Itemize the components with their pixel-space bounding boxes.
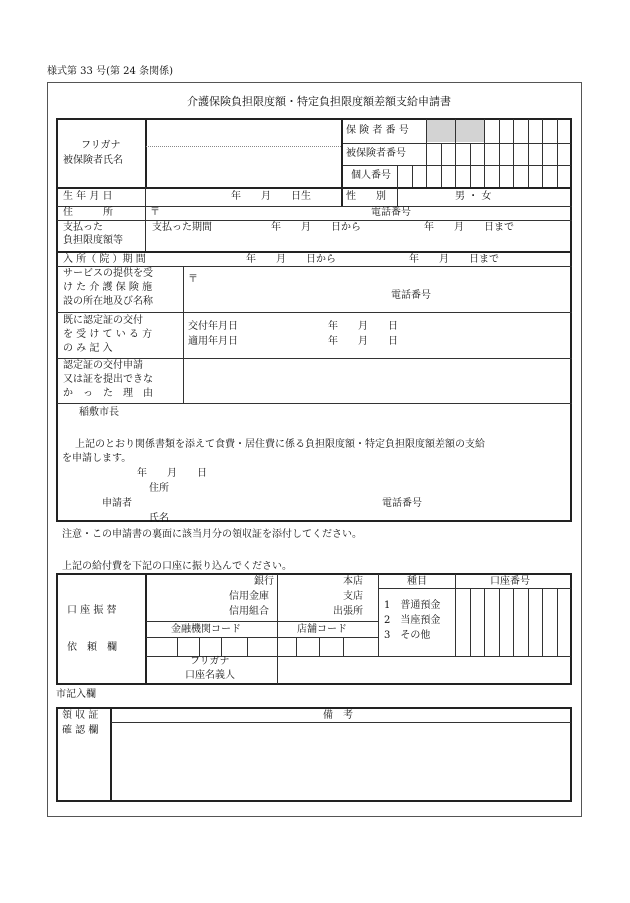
note: 注意・この申請書の裏面に該当月分の領収証を添付してください。 — [62, 529, 362, 540]
bank-type-3: 信用組合 — [229, 606, 269, 617]
form-number: 様式第 33 号(第 24 条関係) — [47, 66, 173, 77]
branch-type-1: 本店 — [343, 576, 363, 587]
branch-type-2: 支店 — [343, 591, 363, 602]
form-title: 介護保険負担限度額・特定負担限度額差額支給申請書 — [187, 95, 451, 108]
account-number-header: 口座番号 — [490, 576, 530, 587]
transfer-intro: 上記の給付費を下記の口座に振り込んでください。 — [62, 561, 292, 572]
account-type-option-3: 3 その他 — [384, 630, 431, 641]
sex-label: 性 別 — [346, 191, 386, 202]
application-date: 年 月 日 — [137, 468, 207, 479]
addressee: 稲敷市長 — [79, 407, 119, 418]
address-phone-label: 電話番号 — [371, 207, 411, 218]
city-section-label: 市記入欄 — [56, 689, 96, 700]
admission-to-value: 年 月 日まで — [409, 254, 499, 265]
insured-name-label: 被保険者氏名 — [63, 155, 123, 166]
applicant-name-label: 氏名 — [149, 513, 169, 524]
paid-label-2: 負担限度額等 — [63, 235, 123, 246]
branch-type-3: 出張所 — [333, 606, 363, 617]
reason-label-1: 認定証の交付申請 — [63, 360, 143, 371]
sex-options: 男 ・ 女 — [455, 191, 492, 202]
admission-label: 入 所（ 院 ）期 間 — [63, 254, 146, 265]
facility-label-2: け た 介 護 保 険 施 — [63, 282, 153, 293]
branch-code-label: 店舗コード — [297, 624, 347, 635]
address-label: 住 所 — [63, 207, 113, 218]
certificate-apply-value: 年 月 日 — [328, 336, 398, 347]
insured-number-label: 被保険者番号 — [346, 148, 406, 159]
insurer-number-label: 保 険 者 番 号 — [346, 125, 409, 136]
certificate-label-1: 既に認定証の交付 — [63, 315, 143, 326]
receipt-label-2: 確 認 欄 — [62, 725, 99, 736]
bank-code-label: 金融機関コード — [171, 624, 241, 635]
receipt-label-1: 領 収 証 — [62, 710, 99, 721]
holder-furigana-label: フリガナ — [190, 656, 230, 667]
paid-label-1: 支払った — [63, 222, 103, 233]
applicant-address-label: 住所 — [149, 483, 169, 494]
bank-type-1: 銀行 — [254, 576, 274, 587]
facility-postal-mark: 〒 — [188, 274, 198, 285]
personal-number-label: 個人番号 — [351, 170, 391, 181]
admission-from-value: 年 月 日から — [246, 254, 336, 265]
birth-label: 生 年 月 日 — [63, 191, 113, 202]
bank-label-2: 依 頼 欄 — [67, 642, 117, 653]
paid-period-label: 支払った期間 — [152, 222, 212, 233]
furigana-label: フリガナ — [81, 140, 121, 151]
remarks-header: 備 考 — [323, 710, 353, 721]
facility-phone-label: 電話番号 — [391, 290, 431, 301]
reason-label-2: 又は証を提出できな — [63, 374, 153, 385]
holder-name-label: 口座名義人 — [185, 670, 235, 681]
bank-type-2: 信用金庫 — [229, 591, 269, 602]
facility-label-3: 設の所在地及び名称 — [63, 296, 153, 307]
account-type-option-1: 1 普通預金 — [384, 600, 441, 611]
account-type-header: 種目 — [407, 576, 427, 587]
paid-to-value: 年 月 日まで — [424, 222, 514, 233]
certificate-label-3: の み 記 入 — [63, 343, 113, 354]
account-type-option-2: 2 当座預金 — [384, 615, 441, 626]
bank-label-1: 口 座 振 替 — [67, 605, 117, 616]
application-body-2: を申請します。 — [62, 453, 132, 464]
address-postal-mark: 〒 — [150, 207, 160, 218]
facility-label-1: サービスの提供を受 — [63, 268, 153, 279]
certificate-apply-label: 適用年月日 — [188, 336, 238, 347]
applicant-label: 申請者 — [102, 498, 132, 509]
applicant-phone-label: 電話番号 — [382, 498, 422, 509]
certificate-issue-value: 年 月 日 — [328, 321, 398, 332]
application-body-1: 上記のとおり関係書類を添えて食費・居住費に係る負担限度額・特定負担限度額差額の支給 — [75, 439, 485, 450]
birth-value: 年 月 日生 — [231, 191, 311, 202]
certificate-issue-label: 交付年月日 — [188, 321, 238, 332]
certificate-label-2: を 受 け て い る 方 — [63, 329, 153, 340]
reason-label-3: か っ た 理 由 — [63, 388, 153, 399]
paid-from-value: 年 月 日から — [271, 222, 361, 233]
